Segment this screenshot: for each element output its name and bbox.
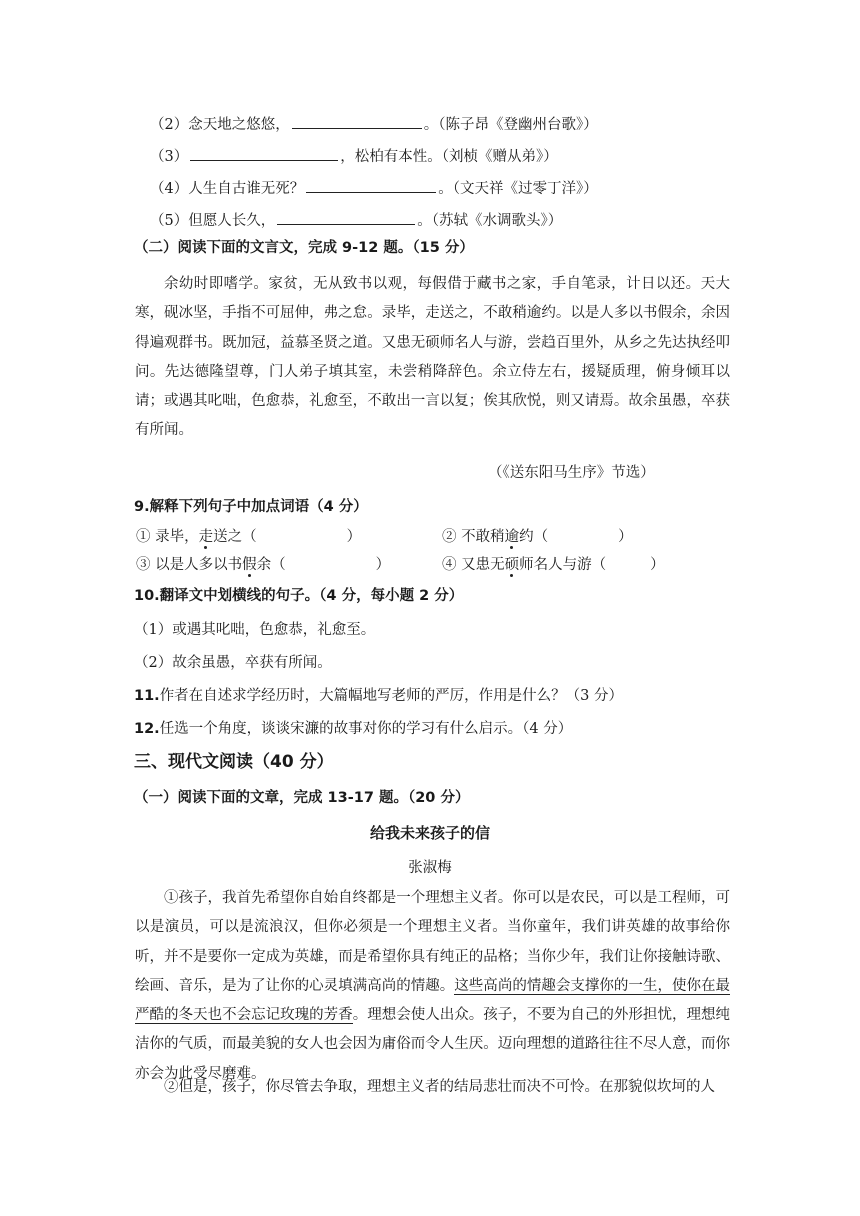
item-text: ） xyxy=(346,529,362,545)
item-number: ② xyxy=(442,529,457,545)
question-9-item-1 xyxy=(136,527,361,547)
fill-item-source: ，松柏有本性。（刘桢《赠从弟》） xyxy=(340,149,558,165)
paragraph-text: ①孩子，我首先希望你自始自终都是一个理想主义者。你可以是农民，可以是工程师，可以是演员，可以是流浪汉，但你必须是一个理想主义者。当你童年，我们讲英雄的故事给你听，并不是要你一定成为英雄，而是希望你具有纯正的品格；当你少年，我们让你接触诗歌、绘画、音乐，是为了让你的心灵填满高尚的情趣。 xyxy=(135,890,730,994)
fill-item-text: （3） xyxy=(150,149,189,165)
item-text: 不敢稍 xyxy=(461,529,505,545)
item-text: 师名人与游（ xyxy=(519,557,607,573)
answer-blank[interactable] xyxy=(277,210,415,225)
item-text: ） xyxy=(375,557,391,573)
item-text: 又患无 xyxy=(461,557,505,573)
dotted-word: 走 xyxy=(198,529,214,545)
article-paragraph-1 xyxy=(135,884,730,1089)
question-10-title: 10.翻译文中划横线的句子。（4 分，每小题 2 分） xyxy=(134,588,464,604)
item-text: 录毕， xyxy=(155,529,199,545)
question-number: 12. xyxy=(134,721,160,737)
answer-blank[interactable] xyxy=(190,146,338,161)
fill-item-4 xyxy=(150,178,598,199)
article-paragraph-2: ②但是，孩子，你尽管去争取，理想主义者的结局悲壮而决不可怜。在那貌似坎坷的人 xyxy=(164,1079,715,1095)
question-12 xyxy=(134,719,572,739)
underlined-sentence: 这些高尚的情趣会支撑你的一生，使你在最严酷的冬天也不会忘记玫瑰的芳香 xyxy=(135,977,731,1024)
section-3-subheading: （一）阅读下面的文章，完成 13-17 题。（20 分） xyxy=(134,790,470,806)
classical-source: （《送东阳马生序》节选） xyxy=(488,465,655,481)
question-9-title: 9.解释下列句子中加点词语（4 分） xyxy=(134,499,368,515)
fill-item-source: 。（文天祥《过零丁洋》） xyxy=(438,181,598,197)
dotted-word: 硕 xyxy=(504,557,520,573)
question-number: 11. xyxy=(134,688,160,704)
item-text: ） xyxy=(650,557,665,573)
article-author: 张淑梅 xyxy=(408,860,452,876)
fill-item-source: 。（苏轼《水调歌头》） xyxy=(417,213,563,229)
answer-blank[interactable] xyxy=(306,178,436,193)
fill-item-3 xyxy=(150,146,558,167)
item-text: ） xyxy=(618,529,633,545)
section-2-heading: （二）阅读下面的文言文，完成 9-12 题。（15 分） xyxy=(134,240,474,256)
question-10-sentence-1: （1）或遇其叱咄，色愈恭，礼愈至。 xyxy=(134,622,376,638)
dotted-word: 假 xyxy=(242,557,257,573)
question-11 xyxy=(134,686,623,706)
fill-item-text: （2）念天地之悠悠， xyxy=(150,117,290,133)
section-3-heading: 三、现代文阅读（40 分） xyxy=(134,752,334,772)
paragraph-text: 。理想会使人出众。孩子，不要为自己的外形担忧，理想纯洁你的气质，而最美貌的女人也会因为庸俗而令人生厌。迈向理想的道路往往不尽人意，而你亦会为此受尽磨难。 xyxy=(135,1007,730,1082)
item-number: ③ xyxy=(136,557,151,573)
item-text: 余（ xyxy=(256,557,286,573)
dotted-word: 逾 xyxy=(504,529,520,545)
item-number: ① xyxy=(136,529,151,545)
fill-item-5 xyxy=(150,210,562,231)
fill-item-source: 。（陈子昂《登幽州台歌》） xyxy=(423,117,598,133)
item-number: ④ xyxy=(442,557,457,573)
fill-item-text: （5）但愿人长久， xyxy=(150,213,276,229)
article-title: 给我未来孩子的信 xyxy=(369,824,490,842)
question-text: 作者在自述求学经历时，大篇幅地写老师的严厉，作用是什么？（3 分） xyxy=(159,688,624,704)
item-text: 送之（ xyxy=(213,529,257,545)
question-9-item-4 xyxy=(442,555,665,575)
answer-blank[interactable] xyxy=(292,114,422,129)
question-9-item-3 xyxy=(136,555,390,575)
question-text: 任选一个角度，谈谈宋濂的故事对你的学习有什么启示。（4 分） xyxy=(159,721,573,737)
classical-passage: 余幼时即嗜学。家贫，无从致书以观，每假借于藏书之家，手自笔录，计日以还。天大寒，砚冰坚，手指不可屈伸，弗之怠。录毕，走送之，不敢稍逾约。以是人多以书假余，余因得遍观群书。既加冠，益慕圣贤之道。又患无硕师名人与游，尝趋百里外，从乡之先达执经叩问。先达德隆望尊，门人弟子填其室，未尝稍降辞色。余立侍左右，援疑质理，俯身倾耳以请；或遇其叱咄，色愈恭，礼愈至，不敢出一言以复；俟其欣悦，则又请焉。故余虽愚，卒获有所闻。 xyxy=(135,276,730,439)
fill-item-2 xyxy=(150,114,598,135)
item-text: 以是人多以书 xyxy=(155,557,243,573)
item-text: 约（ xyxy=(519,529,549,545)
question-9-item-2 xyxy=(442,527,633,547)
question-10-sentence-2: （2）故余虽愚，卒获有所闻。 xyxy=(134,655,332,671)
fill-item-text: （4）人生自古谁无死？ xyxy=(150,181,305,197)
